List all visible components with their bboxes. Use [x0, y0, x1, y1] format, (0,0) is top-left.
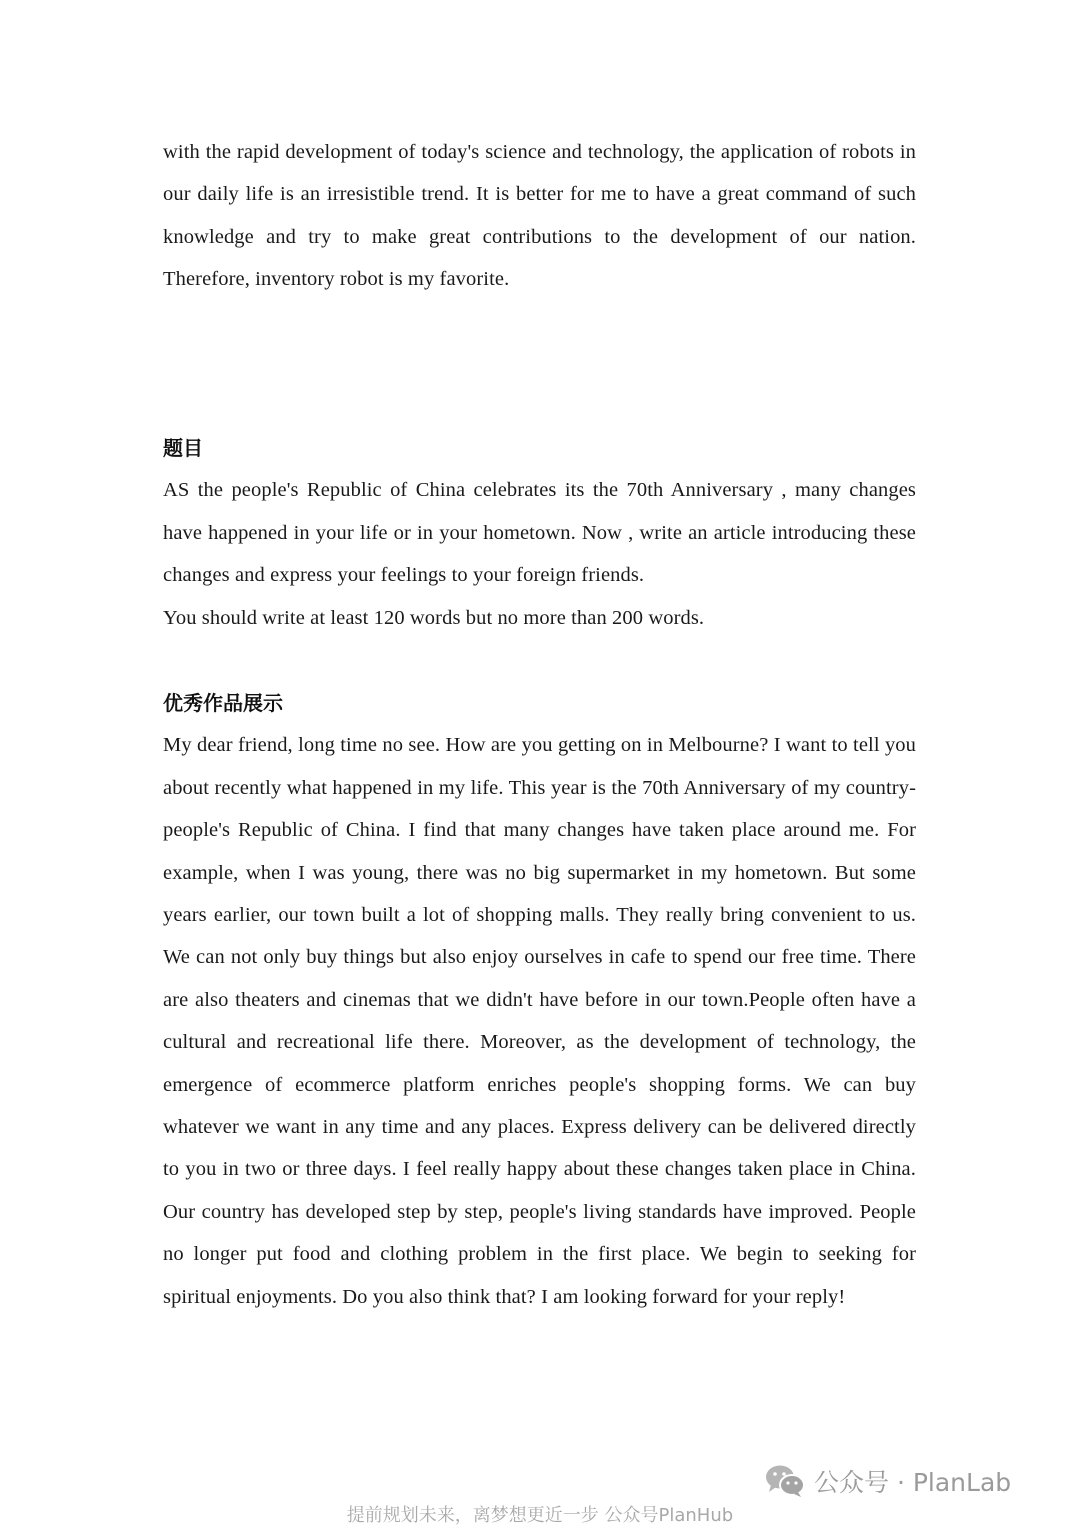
wechat-icon	[764, 1463, 806, 1499]
sample-essay-section	[163, 682, 916, 1318]
watermark	[764, 1459, 1011, 1503]
prompt-requirement: You should write at least 120 words but no more than 200 words.	[163, 606, 705, 629]
prompt-paragraph: AS the people's Republic of China celebrates its the 70th Anniversary , many changes have happened in your life or in your hometown. Now , write an article introducing these changes and express your feelings to your foreign friends.	[163, 479, 916, 587]
sample-essay-paragraph: My dear friend, long time no see. How are you getting on in Melbourne? I want to tell you about recently what happened in my life. This year is the 70th Anniversary of my country-people's Republic of China. I find that many changes have taken place around me. For example, when I was young, there was no big supermarket in my hometown. But some years earlier, our town built a lot of shopping malls. They really bring convenient to us. We can not only buy things but also enjoy ourselves in cafe to spend our free time. There are also theaters and cinemas that we didn't have before in our town.People often have a cultural and recreational life there. Moreover, as the development of technology, the emergence of ecommerce platform enriches people's shopping forms. We can buy whatever we want in any time and any places. Express delivery can be delivered directly to you in two or three days. I feel really happy about these changes taken place in China. Our country has developed step by step, people's living standards have improved. People no longer put food and clothing problem in the first place. We begin to seeking for spiritual enjoyments. Do you also think that? I am looking forward for your reply!	[163, 734, 916, 1308]
intro-paragraph: with the rapid development of today's science and technology, the application of robots in our daily life is an irresistible trend. It is better for me to have a great command of such knowledge and try to make great contributions to the development of our nation. Therefore, inventory robot is my favorite.	[163, 141, 916, 291]
prompt-section	[163, 427, 916, 639]
prompt-heading: 题目	[163, 436, 203, 460]
watermark-text: 公众号 · PlanLab	[814, 1468, 1012, 1497]
sample-heading: 优秀作品展示	[163, 691, 283, 715]
intro-section	[163, 131, 916, 301]
footer-slogan: 提前规划未来，离梦想更近一步 公众号PlanHub	[346, 1505, 734, 1526]
